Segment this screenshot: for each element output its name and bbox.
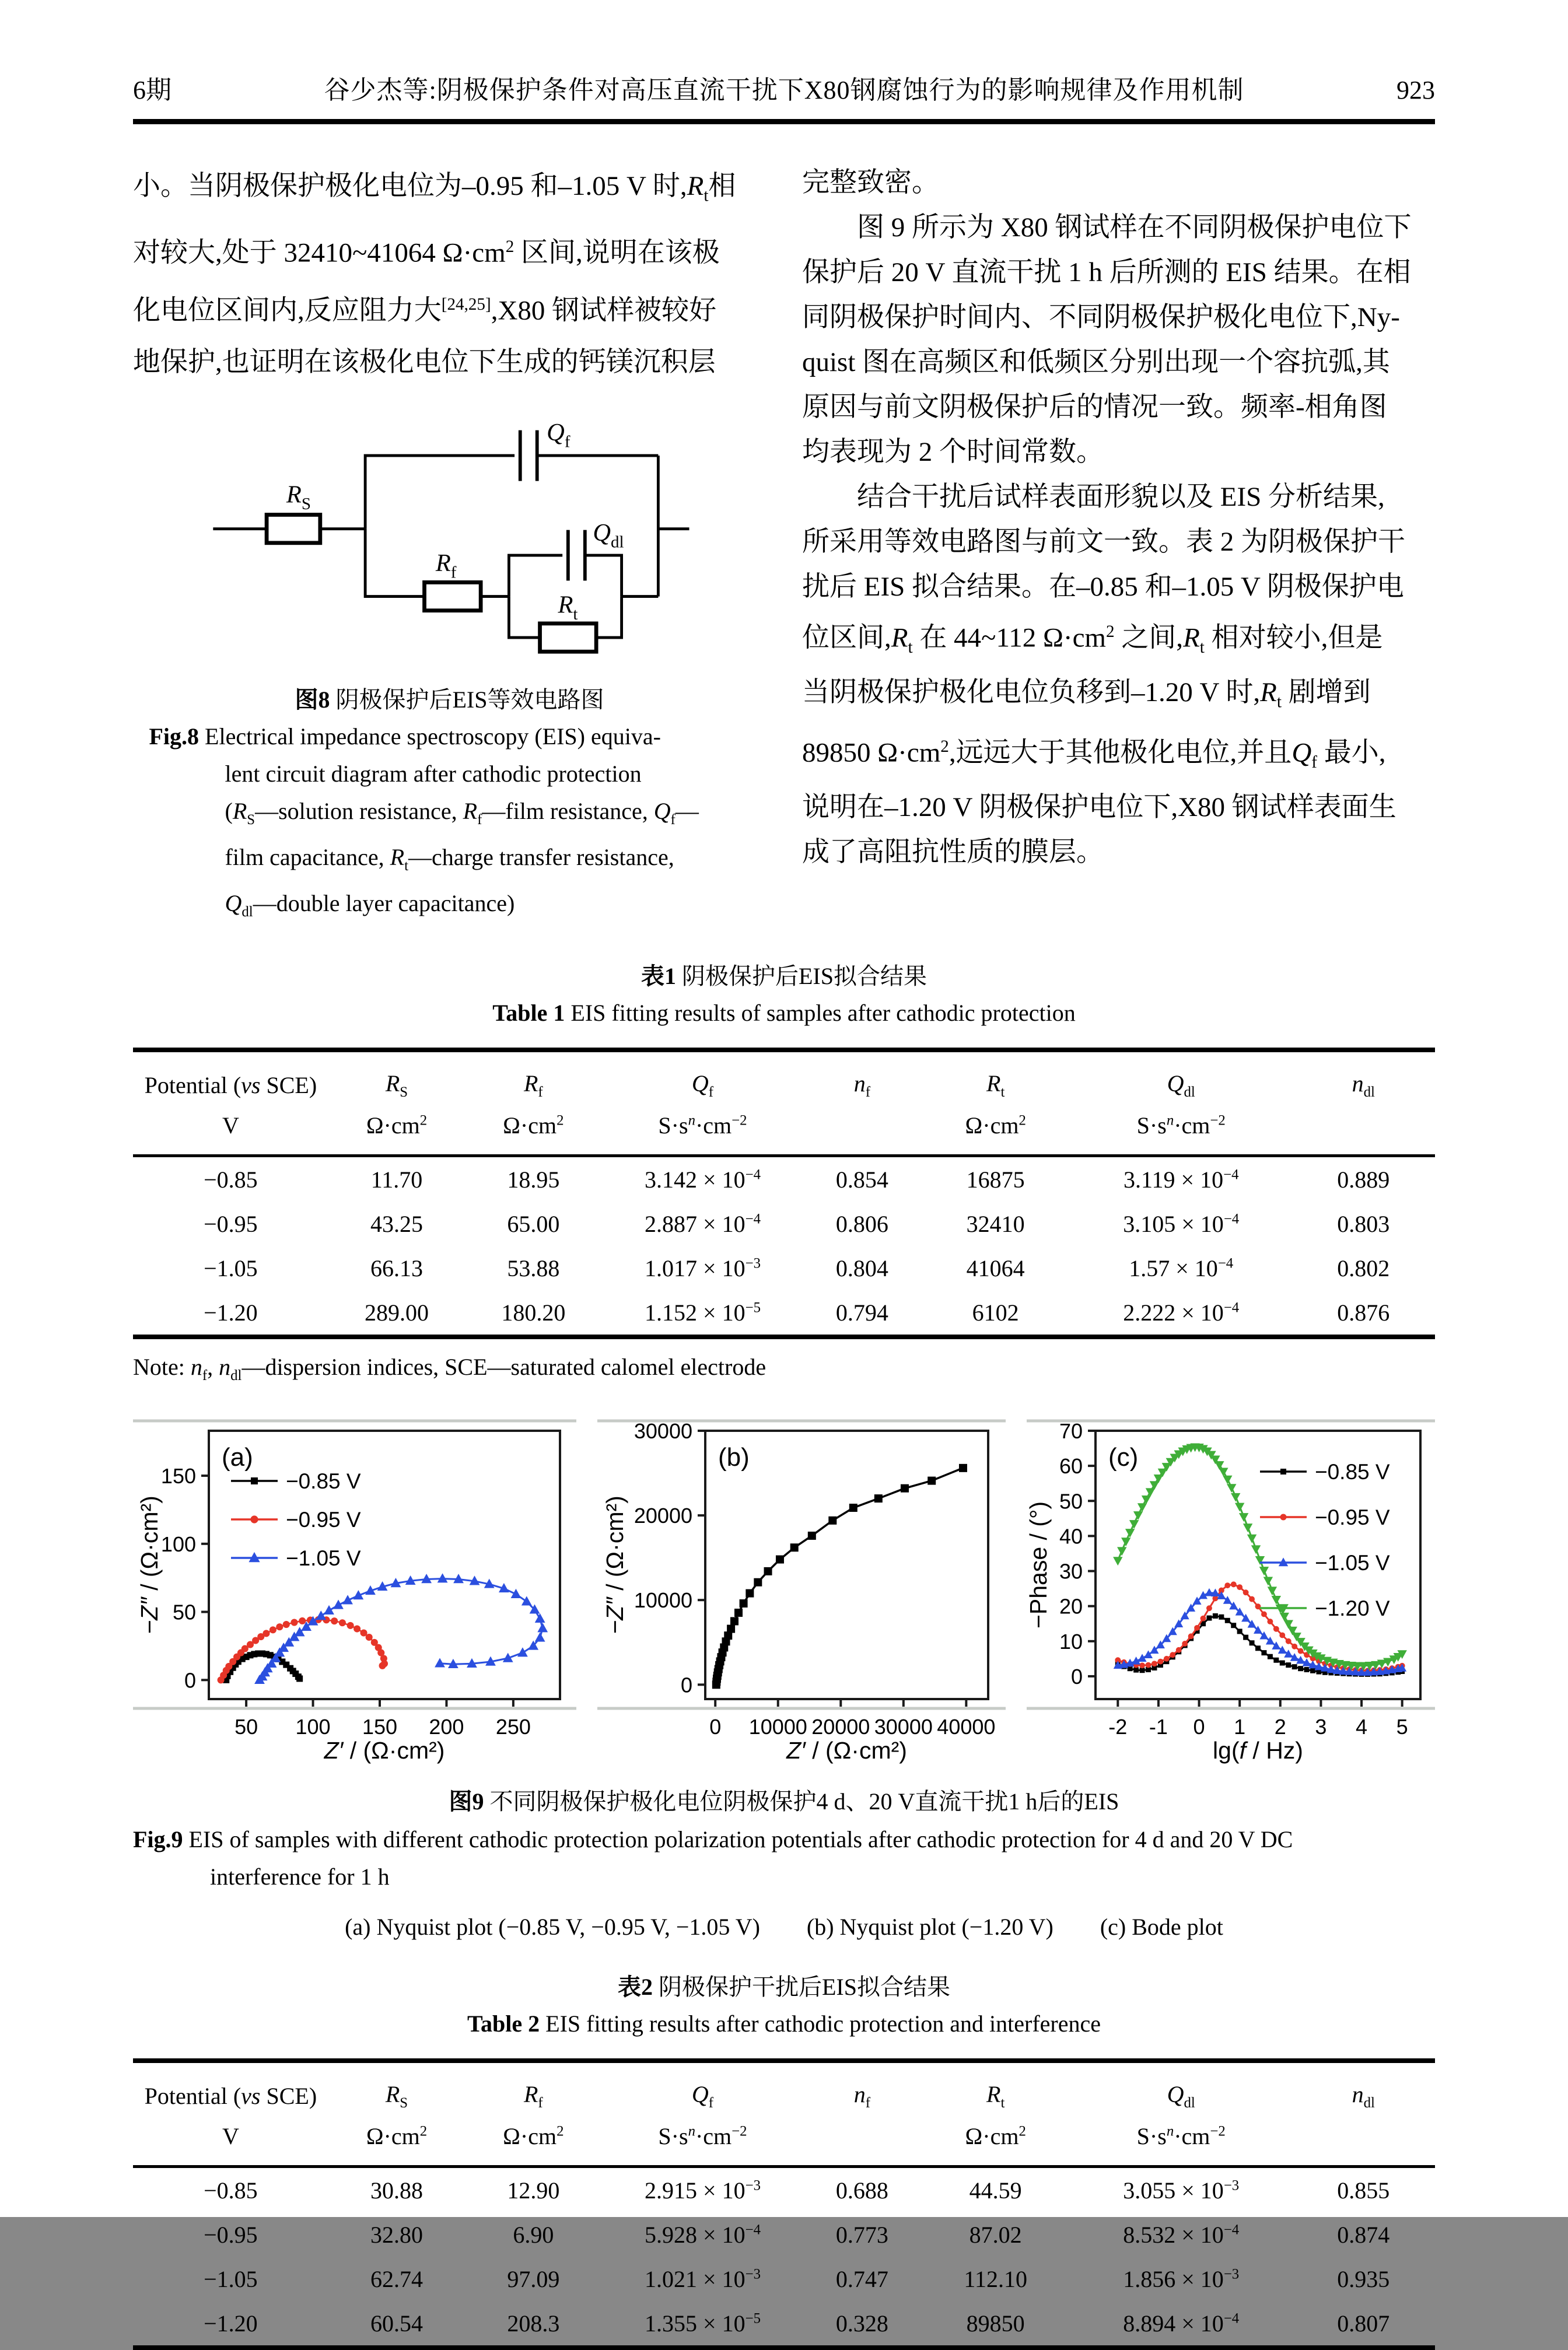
text-line: 化电位区间内,反应阻力大[24,25],X80 钢试样被较好 <box>133 295 717 326</box>
table-cell: 112.10 <box>964 2265 1027 2292</box>
figure8 <box>133 408 766 931</box>
svg-text:60: 60 <box>1059 1454 1083 1479</box>
svg-text:0: 0 <box>1193 1715 1205 1739</box>
column-unit <box>1292 2112 1435 2167</box>
caption-line: Fig.9 EIS of samples with different cathodic protection polarization potentials after cathodic protection for 4 d and 20 V DC <box>133 1826 1293 1853</box>
svg-text:100: 100 <box>160 1532 196 1556</box>
table-cell: −1.20 <box>204 2310 258 2337</box>
column-unit: $\Omega\cdot cm^2$ <box>465 2112 601 2167</box>
right-paragraph <box>802 160 1435 875</box>
table-cell: 0.747 <box>835 2265 888 2292</box>
figure9-caption-en <box>133 1821 1435 1896</box>
text-line: 成了高阻抗性质的膜层。 <box>802 837 1104 868</box>
data-table <box>133 1048 1435 1339</box>
table1-title-zh: 表1 阴极保护后EIS拟合结果 <box>641 963 927 990</box>
svg-text:30000: 30000 <box>874 1715 933 1739</box>
table2 <box>133 2058 1435 2350</box>
text-line: 同阴极保护时间内、不同阴极保护极化电位下,Ny- <box>802 302 1400 332</box>
issue-label: 6期 <box>133 76 172 104</box>
table-cell: 0.803 <box>1337 1210 1390 1237</box>
svg-text:100: 100 <box>295 1715 331 1739</box>
figure9-captions <box>133 1783 1435 1942</box>
svg-text:20000: 20000 <box>811 1715 870 1739</box>
panel-label: (a) <box>222 1443 253 1472</box>
svg-text:50: 50 <box>235 1715 258 1739</box>
table-cell: 0.876 <box>1337 1299 1390 1326</box>
table-cell: 0.807 <box>1337 2310 1390 2337</box>
column-unit: $S\cdot s^n\cdot cm^{-2}$ <box>1070 2112 1292 2167</box>
caption-line: ($R_S—solution$ resistance, $R_f—film$ resistance, $Q_f—$ <box>225 798 699 828</box>
text-line: quist 图在高频区和低频区分别出现一个容抗弧,其 <box>802 347 1390 377</box>
chart-c <box>1027 1418 1435 1768</box>
table-cell: −0.95 <box>204 1210 258 1237</box>
table1-title-en: Table 1 EIS fitting results of samples after cathodic protection <box>492 1000 1076 1027</box>
table-cell: $1.355 \times 10^{-5}$ <box>645 2310 761 2337</box>
column-header: $n_f$ <box>853 2081 871 2111</box>
table-cell: $2.222 \times 10^{-4}$ <box>1123 1299 1240 1326</box>
svg-text:-1: -1 <box>1149 1715 1168 1739</box>
table-body <box>133 2167 1435 2348</box>
caption-line: lent circuit diagram after cathodic protection <box>225 761 642 787</box>
column-header: $R_t$ <box>986 1070 1005 1101</box>
equivalent-circuit-diagram <box>202 408 698 667</box>
table2-block <box>133 1969 1435 2350</box>
two-column-body <box>133 160 1435 931</box>
table-cell: $3.142 \times 10^{-4}$ <box>645 1166 761 1193</box>
figure8-caption-en <box>149 718 750 931</box>
table-cell: 208.3 <box>507 2310 560 2337</box>
table-cell: $5.928 \times 10^{-4}$ <box>645 2221 761 2248</box>
svg-text:3: 3 <box>1315 1715 1327 1739</box>
text-line: 完整致密。 <box>802 167 939 198</box>
chart-a <box>133 1418 576 1768</box>
svg-text:70: 70 <box>1059 1419 1083 1444</box>
table-row <box>133 2167 1435 2213</box>
table-row <box>133 1202 1435 1246</box>
table-cell: 6102 <box>972 1299 1019 1326</box>
table-cell: 0.935 <box>1337 2265 1390 2292</box>
table-cell: 11.70 <box>370 1166 423 1193</box>
text-line: 原因与前文阴极保护后的情况一致。频率-相角图 <box>802 392 1387 422</box>
svg-text:0: 0 <box>1070 1664 1083 1689</box>
table-cell: 0.855 <box>1337 2177 1390 2204</box>
table-cell: 0.328 <box>835 2310 888 2337</box>
svg-text:4: 4 <box>1356 1715 1368 1739</box>
svg-text:150: 150 <box>362 1715 398 1739</box>
svg-text:10000: 10000 <box>748 1715 807 1739</box>
circuit-label-Rt: $R_t$ <box>557 591 578 624</box>
table1 <box>133 1048 1435 1339</box>
column-header: $R_t$ <box>986 2081 1005 2111</box>
table-cell: $8.894 \times 10^{-4}$ <box>1123 2310 1240 2337</box>
column-header: Potential (vs SCE) <box>144 2083 317 2110</box>
table-cell: 0.874 <box>1337 2221 1390 2248</box>
column-unit: V <box>133 1101 328 1156</box>
table-cell: 0.773 <box>835 2221 888 2248</box>
figure9-charts <box>133 1418 1435 1768</box>
svg-text:40000: 40000 <box>937 1715 996 1739</box>
circuit-label-Rf: $R_f$ <box>435 549 456 582</box>
resistor-rf <box>424 582 481 610</box>
column-unit <box>803 1101 921 1156</box>
column-header: $n_{dl}$ <box>1352 1070 1375 1101</box>
caption-line: Fig.8 Electrical impedance spectroscopy (EIS) equiva- <box>149 723 661 750</box>
text-line: 扰后 EIS 拟合结果。在–0.85 和–1.05 V 阴极保护电 <box>802 572 1404 602</box>
table-cell: −0.95 <box>204 2221 258 2248</box>
resistor-rs <box>267 514 320 542</box>
svg-text:20: 20 <box>1059 1594 1083 1619</box>
table-cell: 0.889 <box>1337 1166 1390 1193</box>
table-row <box>133 2257 1435 2301</box>
table-body <box>133 1156 1435 1337</box>
text-line: 小。当阴极保护极化电位为–0.95 和–1.05 V 时$,R_t$相 <box>133 171 736 205</box>
table-cell: 0.802 <box>1337 1255 1390 1281</box>
table-cell: 12.90 <box>507 2177 560 2204</box>
column-unit: $S\cdot s^n\cdot cm^{-2}$ <box>602 1101 804 1156</box>
table-cell: 0.804 <box>835 1255 888 1281</box>
column-header: $R_S$ <box>385 1070 408 1101</box>
table-cell: 0.854 <box>835 1166 888 1193</box>
svg-text:0: 0 <box>680 1673 692 1697</box>
table-cell: 6.90 <box>513 2221 554 2248</box>
svg-text:250: 250 <box>495 1715 531 1739</box>
panel-label: (b) <box>718 1443 750 1472</box>
table-row <box>133 1246 1435 1290</box>
table1-note: Note: $n_f$, $n_{dl}—dispersion$ indices, SCE—saturated calomel electrode <box>133 1354 766 1384</box>
panel-label: (c) <box>1108 1443 1139 1472</box>
y-axis-label: −Phase / (°) <box>1025 1501 1052 1629</box>
svg-text:150: 150 <box>160 1464 196 1489</box>
table-cell: 16875 <box>966 1166 1025 1193</box>
table-cell: 30.88 <box>370 2177 423 2204</box>
table-cell: −1.05 <box>204 2265 258 2292</box>
table2-title-zh: 表2 阴极保护干扰后EIS拟合结果 <box>618 1974 950 2001</box>
svg-text:30000: 30000 <box>634 1419 692 1444</box>
column-unit: $\Omega\cdot cm^2$ <box>328 2112 465 2167</box>
text-line: 89850 $\Omega\cdot cm^2$,远远大于其他极化电位,并且$Q_f$ 最小, <box>802 737 1386 772</box>
table1-block <box>133 958 1435 1384</box>
table-cell: 41064 <box>966 1255 1025 1281</box>
right-column <box>802 160 1435 931</box>
table-row <box>133 1156 1435 1202</box>
caption-line: $Q_{dl}—double$ layer capacitance) <box>225 890 515 920</box>
svg-text:30: 30 <box>1059 1559 1083 1584</box>
circuit-labels <box>285 419 624 624</box>
column-header: $Q_f$ <box>691 2081 714 2111</box>
text-line: 说明在–1.20 V 阴极保护电位下,X80 钢试样表面生 <box>802 792 1396 823</box>
legend-label: −0.85 V <box>286 1469 361 1494</box>
svg-text:-2: -2 <box>1108 1715 1128 1739</box>
caption-line: interference for 1 h <box>210 1864 390 1890</box>
legend-label: −0.95 V <box>1315 1505 1390 1530</box>
table-cell: $1.152 \times 10^{-5}$ <box>645 1299 761 1326</box>
header-units-row <box>133 1101 1435 1156</box>
legend-label: −1.20 V <box>1315 1596 1390 1621</box>
running-header <box>133 69 1435 106</box>
data-table <box>133 2058 1435 2350</box>
table-cell: 87.02 <box>969 2221 1022 2248</box>
table-cell: 62.74 <box>370 2265 423 2292</box>
column-header: $Q_{dl}$ <box>1167 2081 1195 2111</box>
table-cell: 18.95 <box>507 1166 560 1193</box>
column-header: $Q_f$ <box>691 1070 714 1101</box>
column-unit: $\Omega\cdot cm^2$ <box>921 2112 1070 2167</box>
column-header: $Q_{dl}$ <box>1167 1070 1195 1101</box>
page-content <box>133 0 1435 2350</box>
svg-text:50: 50 <box>1059 1489 1083 1514</box>
figure9-subcaptions: (a) Nyquist plot (−0.85 V, −0.95 V, −1.05 V) (b) Nyquist plot (−1.20 V) (c) Bode plot <box>345 1914 1223 1941</box>
table-row <box>133 2301 1435 2348</box>
header-row <box>133 1050 1435 1101</box>
svg-text:0: 0 <box>709 1715 722 1739</box>
table-cell: 66.13 <box>370 1255 423 1281</box>
table-cell: 60.54 <box>370 2310 423 2337</box>
column-unit: $S\cdot s^n\cdot cm^{-2}$ <box>1070 1101 1292 1156</box>
column-unit <box>1292 1101 1435 1156</box>
legend-label: −1.05 V <box>1315 1551 1390 1575</box>
column-unit: $\Omega\cdot cm^2$ <box>465 1101 601 1156</box>
svg-text:1: 1 <box>1234 1715 1246 1739</box>
axes <box>601 1419 995 1764</box>
header-rule <box>133 119 1435 124</box>
table-head <box>133 1050 1435 1156</box>
table2-title-en: Table 2 EIS fitting results after cathodic protection and interference <box>467 2011 1101 2037</box>
table-cell: $3.119 \times 10^{-4}$ <box>1124 1166 1239 1193</box>
figure8-caption-zh: 图8 阴极保护后EIS等效电路图 <box>295 687 604 713</box>
y-axis-label: −Z″ / (Ω·cm²) <box>601 1496 628 1634</box>
table-cell: 53.88 <box>507 1255 560 1281</box>
x-axis-label: lg(f / Hz) <box>1213 1737 1303 1764</box>
table-cell: $3.055 \times 10^{-3}$ <box>1123 2177 1240 2204</box>
table-cell: 44.59 <box>969 2177 1022 2204</box>
svg-text:10000: 10000 <box>634 1588 692 1613</box>
circuit-label-RS: $R_S$ <box>286 480 311 513</box>
table-cell: $1.57 \times 10^{-4}$ <box>1129 1255 1234 1281</box>
table-cell: −0.85 <box>204 2177 258 2204</box>
table-cell: 43.25 <box>370 1210 423 1237</box>
table-cell: 32410 <box>966 1210 1025 1237</box>
table-cell: 0.794 <box>835 1299 888 1326</box>
column-unit: $\Omega\cdot cm^2$ <box>921 1101 1070 1156</box>
text-line: 当阴极保护极化电位负移到–1.20 V 时$,R_t$ 剧增到 <box>802 677 1371 712</box>
header-row <box>133 2061 1435 2112</box>
legend-label: −1.05 V <box>286 1546 361 1571</box>
left-paragraph <box>133 160 766 388</box>
svg-text:0: 0 <box>184 1668 196 1693</box>
figure9-caption-zh: 图9 不同阴极保护极化电位阴极保护4 d、20 V直流干扰1 h后的EIS <box>449 1788 1119 1815</box>
svg-text:2: 2 <box>1274 1715 1286 1739</box>
table-cell: 0.806 <box>835 1210 888 1237</box>
table-cell: 97.09 <box>507 2265 560 2292</box>
text-line: 位区间$,R_t$ 在 44~112 $\Omega\cdot cm^2$ 之间$,R_t$ 相对较小,但是 <box>802 622 1383 657</box>
y-axis-label: −Z″ / (Ω·cm²) <box>136 1496 163 1634</box>
column-unit: $\Omega\cdot cm^2$ <box>328 1101 465 1156</box>
table-row <box>133 2212 1435 2257</box>
table-head <box>133 2061 1435 2167</box>
text-line: 地保护,也证明在该极化电位下生成的钙镁沉积层 <box>133 346 716 377</box>
svg-text:40: 40 <box>1059 1524 1083 1549</box>
text-line: 均表现为 2 个时间常数。 <box>802 437 1104 467</box>
text-line: 对较大,处于 32410~41064 $\Omega\cdot cm^2$ 区间,说明在该极 <box>133 237 720 269</box>
table-row <box>133 1290 1435 1337</box>
legend-label: −0.95 V <box>286 1508 361 1532</box>
x-axis-label: Z′ / (Ω·cm²) <box>324 1737 445 1764</box>
page-number: 923 <box>1396 76 1435 104</box>
table-cell: $1.017 \times 10^{-3}$ <box>645 1255 761 1281</box>
svg-text:20000: 20000 <box>634 1504 692 1528</box>
svg-text:10: 10 <box>1059 1629 1083 1654</box>
table-cell: $2.915 \times 10^{-3}$ <box>645 2177 761 2204</box>
column-header: $R_f$ <box>523 1070 543 1101</box>
caption-line: film capacitance, $R_t—charge$ transfer resistance, <box>225 844 674 874</box>
text-line: 结合干扰后试样表面形貌以及 EIS 分析结果, <box>802 482 1385 512</box>
table-cell: −0.85 <box>204 1166 258 1193</box>
running-title: 谷少杰等:阴极保护条件对高压直流干扰下X80钢腐蚀行为的影响规律及作用机制 <box>324 76 1244 104</box>
header-units-row <box>133 2112 1435 2167</box>
column-header: $n_{dl}$ <box>1352 2081 1375 2111</box>
legend-label: −0.85 V <box>1315 1460 1390 1484</box>
circuit-label-Qf: $Q_f$ <box>546 418 570 451</box>
text-line: 所采用等效电路图与前文一致。表 2 为阴极保护干 <box>802 527 1405 557</box>
column-unit: V <box>133 2112 328 2167</box>
text-line: 图 9 所示为 X80 钢试样在不同阴极保护电位下 <box>802 212 1412 243</box>
column-unit: $S\cdot s^n\cdot cm^{-2}$ <box>602 2112 804 2167</box>
table-cell: 32.80 <box>370 2221 423 2248</box>
svg-text:5: 5 <box>1396 1715 1408 1739</box>
table-cell: −1.20 <box>204 1299 258 1326</box>
circuit-label-Qdl: $Q_{dl}$ <box>592 519 624 552</box>
svg-text:200: 200 <box>429 1715 464 1739</box>
resistor-rt <box>540 624 596 652</box>
svg-text:50: 50 <box>172 1600 196 1624</box>
table-cell: 180.20 <box>501 1299 566 1326</box>
table-cell: $1.021 \times 10^{-3}$ <box>645 2265 761 2292</box>
text-line: 保护后 20 V 直流干扰 1 h 后所测的 EIS 结果。在相 <box>802 257 1411 288</box>
x-axis-label: Z′ / (Ω·cm²) <box>786 1737 907 1764</box>
left-column <box>133 160 766 931</box>
column-unit <box>803 2112 921 2167</box>
column-header: Potential (vs SCE) <box>144 1072 317 1099</box>
table-cell: $2.887 \times 10^{-4}$ <box>645 1210 761 1237</box>
chart-b <box>597 1418 1006 1768</box>
table-cell: 0.688 <box>835 2177 888 2204</box>
column-header: $R_f$ <box>523 2081 543 2111</box>
table-cell: $1.856 \times 10^{-3}$ <box>1123 2265 1240 2292</box>
column-header: $R_S$ <box>385 2081 408 2111</box>
table-cell: 65.00 <box>507 1210 560 1237</box>
table-cell: $3.105 \times 10^{-4}$ <box>1123 1210 1240 1237</box>
column-header: $n_f$ <box>853 1070 871 1101</box>
table-cell: −1.05 <box>204 1255 258 1281</box>
table-cell: $8.532 \times 10^{-4}$ <box>1123 2221 1240 2248</box>
table-cell: 89850 <box>966 2310 1025 2337</box>
table-cell: 289.00 <box>364 1299 429 1326</box>
